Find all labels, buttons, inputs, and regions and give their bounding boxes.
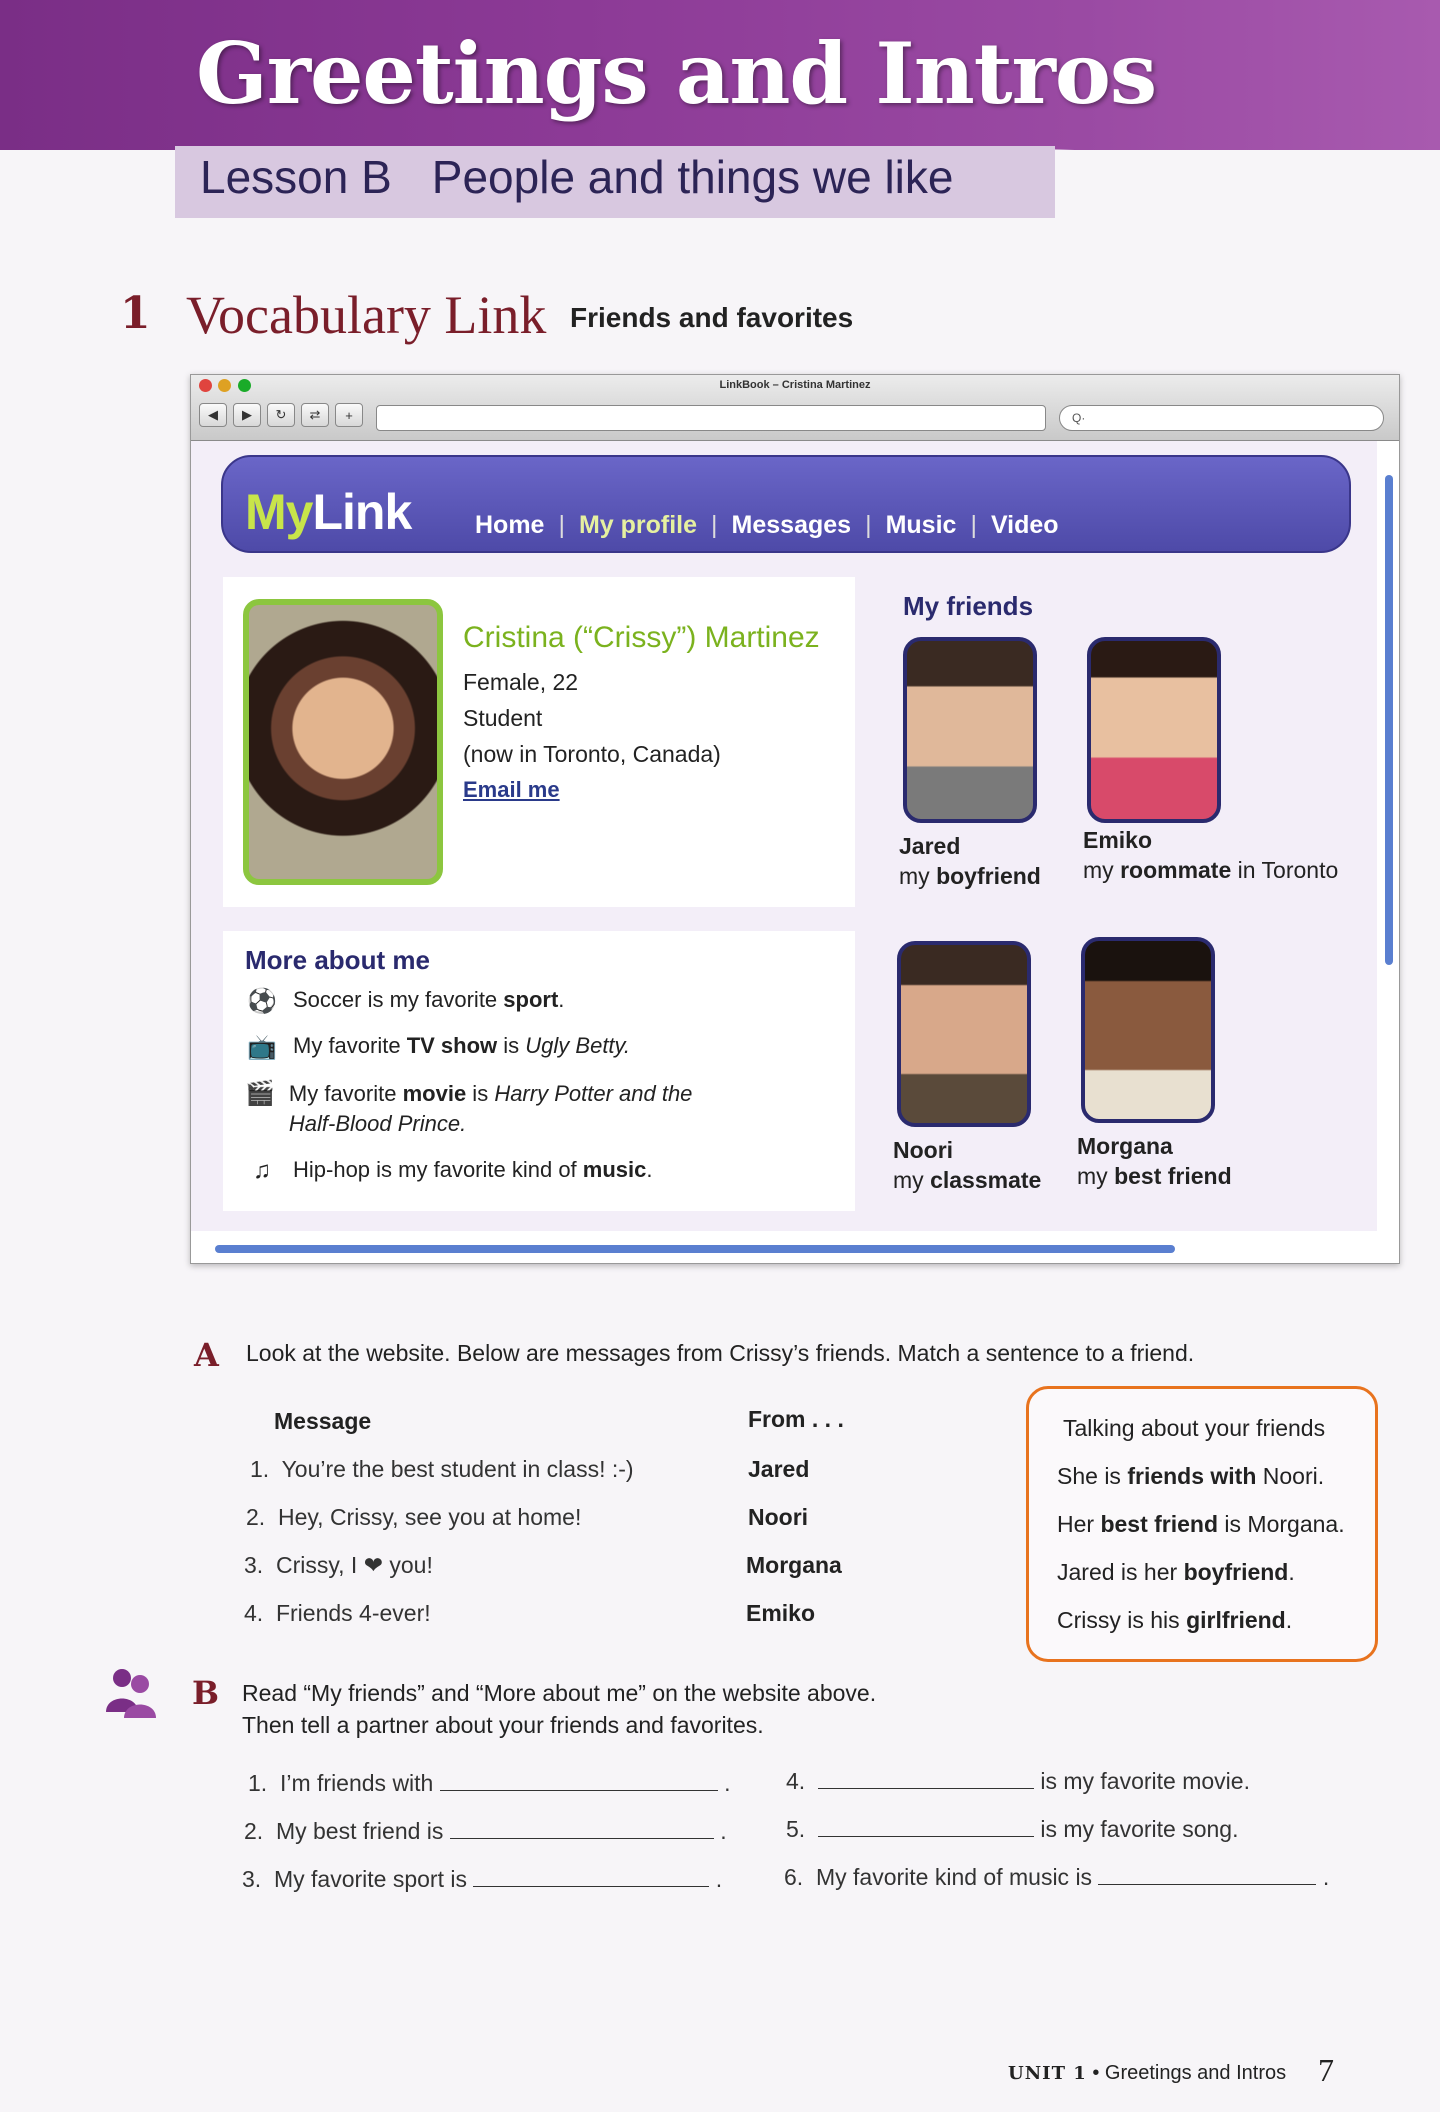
- section-subtitle: Friends and favorites: [570, 302, 854, 333]
- more-about-me-card: [223, 931, 855, 1211]
- message-row: 4. Friends 4-ever!: [244, 1600, 431, 1626]
- talk-box-line: Crissy is his girlfriend.: [1057, 1607, 1293, 1633]
- fill-in-2: 2. My best friend is .: [244, 1818, 727, 1844]
- horizontal-scrollbar[interactable]: [199, 1243, 1379, 1255]
- back-icon[interactable]: ◀: [199, 403, 227, 427]
- friend-rel-noori: my classmate: [893, 1167, 1042, 1193]
- nav-home[interactable]: Home: [475, 511, 545, 539]
- fill-in-1: 1. I’m friends with .: [248, 1770, 731, 1796]
- more-item: 🎬 My favorite movie is Harry Potter and the Half-Blood Prince.: [245, 1080, 693, 1136]
- footer-bullet: •: [1092, 2062, 1100, 2084]
- music-notes-icon: ♫: [253, 1157, 271, 1184]
- message-column-header: Message: [274, 1408, 372, 1434]
- profile-occupation: Student: [463, 705, 543, 731]
- soccer-ball-icon: ⚽: [247, 988, 277, 1015]
- lesson-label: Lesson B: [200, 151, 392, 203]
- blank-line[interactable]: [450, 1821, 714, 1839]
- activity-a-instruction: Look at the website. Below are messages from Crissy’s friends. Match a sentence to a friend.: [246, 1340, 1195, 1366]
- footer-unit-title: Greetings and Intros: [1104, 2062, 1287, 2084]
- more-item: ⚽ Soccer is my favorite sport.: [245, 987, 564, 1016]
- from-jared: Jared: [748, 1456, 810, 1482]
- pair-work-icon: [100, 1662, 160, 1722]
- search-bar[interactable]: Q·: [1059, 405, 1384, 431]
- tv-icon: 📺: [247, 1034, 277, 1061]
- mylink-page: [191, 441, 1377, 1231]
- talk-box-line: She is friends with Noori.: [1057, 1463, 1325, 1489]
- message-row: 3. Crissy, I ❤ you!: [244, 1552, 433, 1578]
- forward-icon[interactable]: ▶: [233, 403, 261, 427]
- profile-photo: [243, 599, 443, 885]
- more-about-me-title: More about me: [245, 945, 430, 975]
- reload-icon[interactable]: ↻: [267, 403, 295, 427]
- nav-music[interactable]: Music: [885, 511, 957, 539]
- more-item: 📺 My favorite TV show is Ugly Betty.: [245, 1033, 630, 1062]
- my-friends-title: My friends: [903, 591, 1034, 621]
- mylink-nav: Home | My profile | Messages | Music | Video: [475, 511, 1059, 539]
- activity-b-instruction-1: Read “My friends” and “More about me” on the website above.: [242, 1680, 877, 1706]
- section-number: 1: [120, 288, 151, 339]
- friend-rel-morgana: my best friend: [1077, 1163, 1232, 1189]
- page-number: 7: [1318, 2052, 1334, 2088]
- friend-name-jared: Jared: [899, 833, 961, 859]
- heart-icon: ❤: [363, 1552, 383, 1578]
- talk-box-line: Jared is her boyfriend.: [1057, 1559, 1295, 1585]
- profile-location: (now in Toronto, Canada): [463, 741, 721, 767]
- mylink-logo: MyLink: [245, 484, 412, 540]
- footer-unit: UNIT 1: [1008, 2063, 1087, 2084]
- nav-my-profile[interactable]: My profile: [578, 511, 698, 539]
- friend-name-morgana: Morgana: [1077, 1133, 1173, 1159]
- talk-box-line: Her best friend is Morgana.: [1057, 1511, 1345, 1537]
- browser-nav-buttons: [199, 403, 363, 427]
- blank-line[interactable]: [440, 1773, 718, 1791]
- from-morgana: Morgana: [746, 1552, 842, 1578]
- message-row: 1. You’re the best student in class! :-): [250, 1456, 634, 1482]
- activity-b-letter: B: [192, 1674, 220, 1712]
- blank-line[interactable]: [818, 1771, 1034, 1789]
- browser-chrome: [191, 375, 1399, 441]
- friend-name-noori: Noori: [893, 1137, 954, 1163]
- activity-b-instruction-2: Then tell a partner about your friends and favorites.: [242, 1712, 764, 1738]
- talking-about-friends-box: [1026, 1386, 1378, 1662]
- fill-in-4: 4. is my favorite movie.: [786, 1768, 1250, 1794]
- blank-line[interactable]: [818, 1819, 1034, 1837]
- vertical-scrollbar[interactable]: [1383, 461, 1395, 1271]
- page-footer: [1008, 2062, 1286, 2085]
- profile-gender-age: Female, 22: [463, 669, 579, 695]
- lesson-heading: [200, 150, 953, 204]
- from-column-header: From . . .: [748, 1406, 844, 1432]
- clapperboard-icon: 🎬: [245, 1080, 275, 1107]
- friend-photo-emiko[interactable]: [1087, 637, 1221, 823]
- fill-in-5: 5. is my favorite song.: [786, 1816, 1239, 1842]
- horizontal-scroll-thumb[interactable]: [215, 1245, 1175, 1253]
- blank-line[interactable]: [473, 1869, 709, 1887]
- unit-title: Greetings and Intros: [196, 24, 1157, 123]
- url-bar[interactable]: [376, 405, 1046, 431]
- fill-in-6: 6. My favorite kind of music is .: [784, 1864, 1330, 1890]
- browser-window: [190, 374, 1400, 1264]
- mylink-nav-bar: [221, 455, 1351, 553]
- blank-line[interactable]: [1098, 1867, 1316, 1885]
- message-row: 2. Hey, Crissy, see you at home!: [246, 1504, 582, 1530]
- friend-photo-jared[interactable]: [903, 637, 1037, 823]
- share-icon[interactable]: ⇄: [301, 403, 329, 427]
- section-title: Vocabulary Link: [186, 285, 547, 345]
- lesson-title: People and things we like: [431, 151, 954, 203]
- profile-card: [223, 577, 855, 907]
- profile-name: Cristina (“Crissy”) Martinez: [463, 621, 820, 654]
- fill-in-3: 3. My favorite sport is .: [242, 1866, 723, 1892]
- nav-messages[interactable]: Messages: [731, 511, 852, 539]
- friend-rel-emiko: my roommate in Toronto: [1083, 857, 1339, 883]
- activity-a-letter: A: [194, 1336, 219, 1374]
- friend-rel-jared: my boyfriend: [899, 863, 1041, 889]
- more-item: ♫ Hip-hop is my favorite kind of music.: [245, 1157, 653, 1185]
- add-icon[interactable]: +: [335, 403, 363, 427]
- friend-photo-noori[interactable]: [897, 941, 1031, 1127]
- from-emiko: Emiko: [746, 1600, 816, 1626]
- window-title: LinkBook – Cristina Martinez: [719, 379, 871, 391]
- from-noori: Noori: [748, 1504, 809, 1530]
- friend-name-emiko: Emiko: [1083, 827, 1153, 853]
- nav-video[interactable]: Video: [990, 511, 1059, 539]
- vertical-scroll-thumb[interactable]: [1385, 475, 1393, 965]
- talk-box-title: Talking about your friends: [1063, 1415, 1326, 1441]
- friend-photo-morgana[interactable]: [1081, 937, 1215, 1123]
- email-me-link[interactable]: Email me: [463, 777, 560, 802]
